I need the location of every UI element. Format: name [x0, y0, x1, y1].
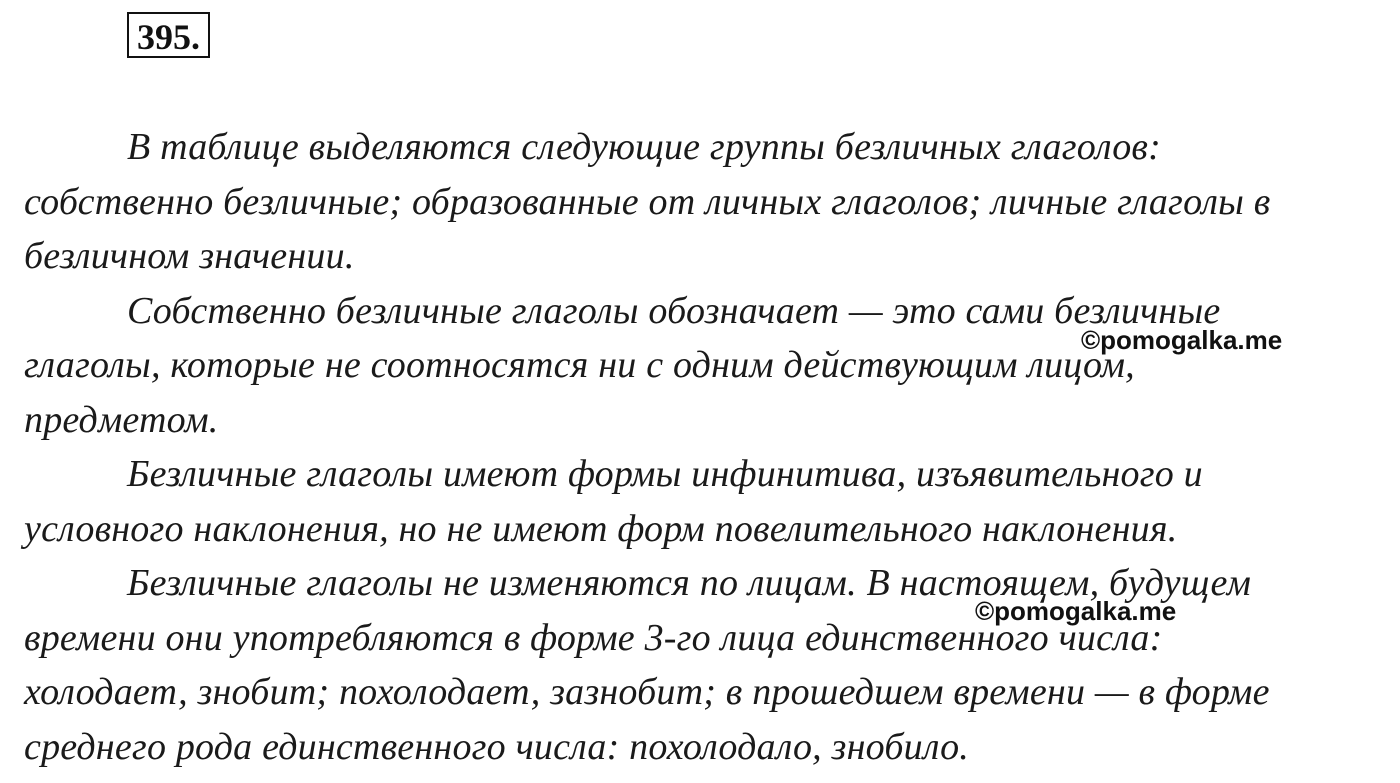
text-line: Безличные глаголы не изменяются по лицам. В настоящем, будущем: [127, 562, 1252, 604]
text-line: среднего рода единственного числа: похолодало, знобило.: [24, 725, 969, 768]
text-line: предметом.: [24, 398, 219, 441]
exercise-number: 395.: [137, 17, 200, 57]
text-line: Безличные глаголы имеют формы инфинитива, изъявительного и: [127, 453, 1203, 495]
text-line: собственно безличные; образованные от личных глаголов; личные глаголы в: [24, 180, 1271, 223]
watermark: ©pomogalka.me: [975, 596, 1177, 626]
text-line: Собственно безличные глаголы обозначает — это сами безличные: [127, 289, 1221, 332]
exercise-text: [24, 120, 1364, 774]
text-line: холодает, знобит; похолодает, зазнобит; в прошедшем времени — в форме: [24, 671, 1270, 713]
text-line: В таблице выделяются следующие группы безличных глаголов:: [127, 126, 1161, 168]
text-line: времени они употребляются в форме 3-го лица единственного числа:: [24, 616, 1163, 659]
watermark: ©pomogalka.me: [1081, 325, 1283, 355]
text-line: безличном значении.: [24, 235, 355, 277]
text-line: условного наклонения, но не имеют форм повелительного наклонения.: [24, 507, 1178, 550]
exercise-number-box: [127, 12, 210, 58]
text-line: глаголы, которые не соотносятся ни с одним действующим лицом,: [24, 344, 1135, 386]
